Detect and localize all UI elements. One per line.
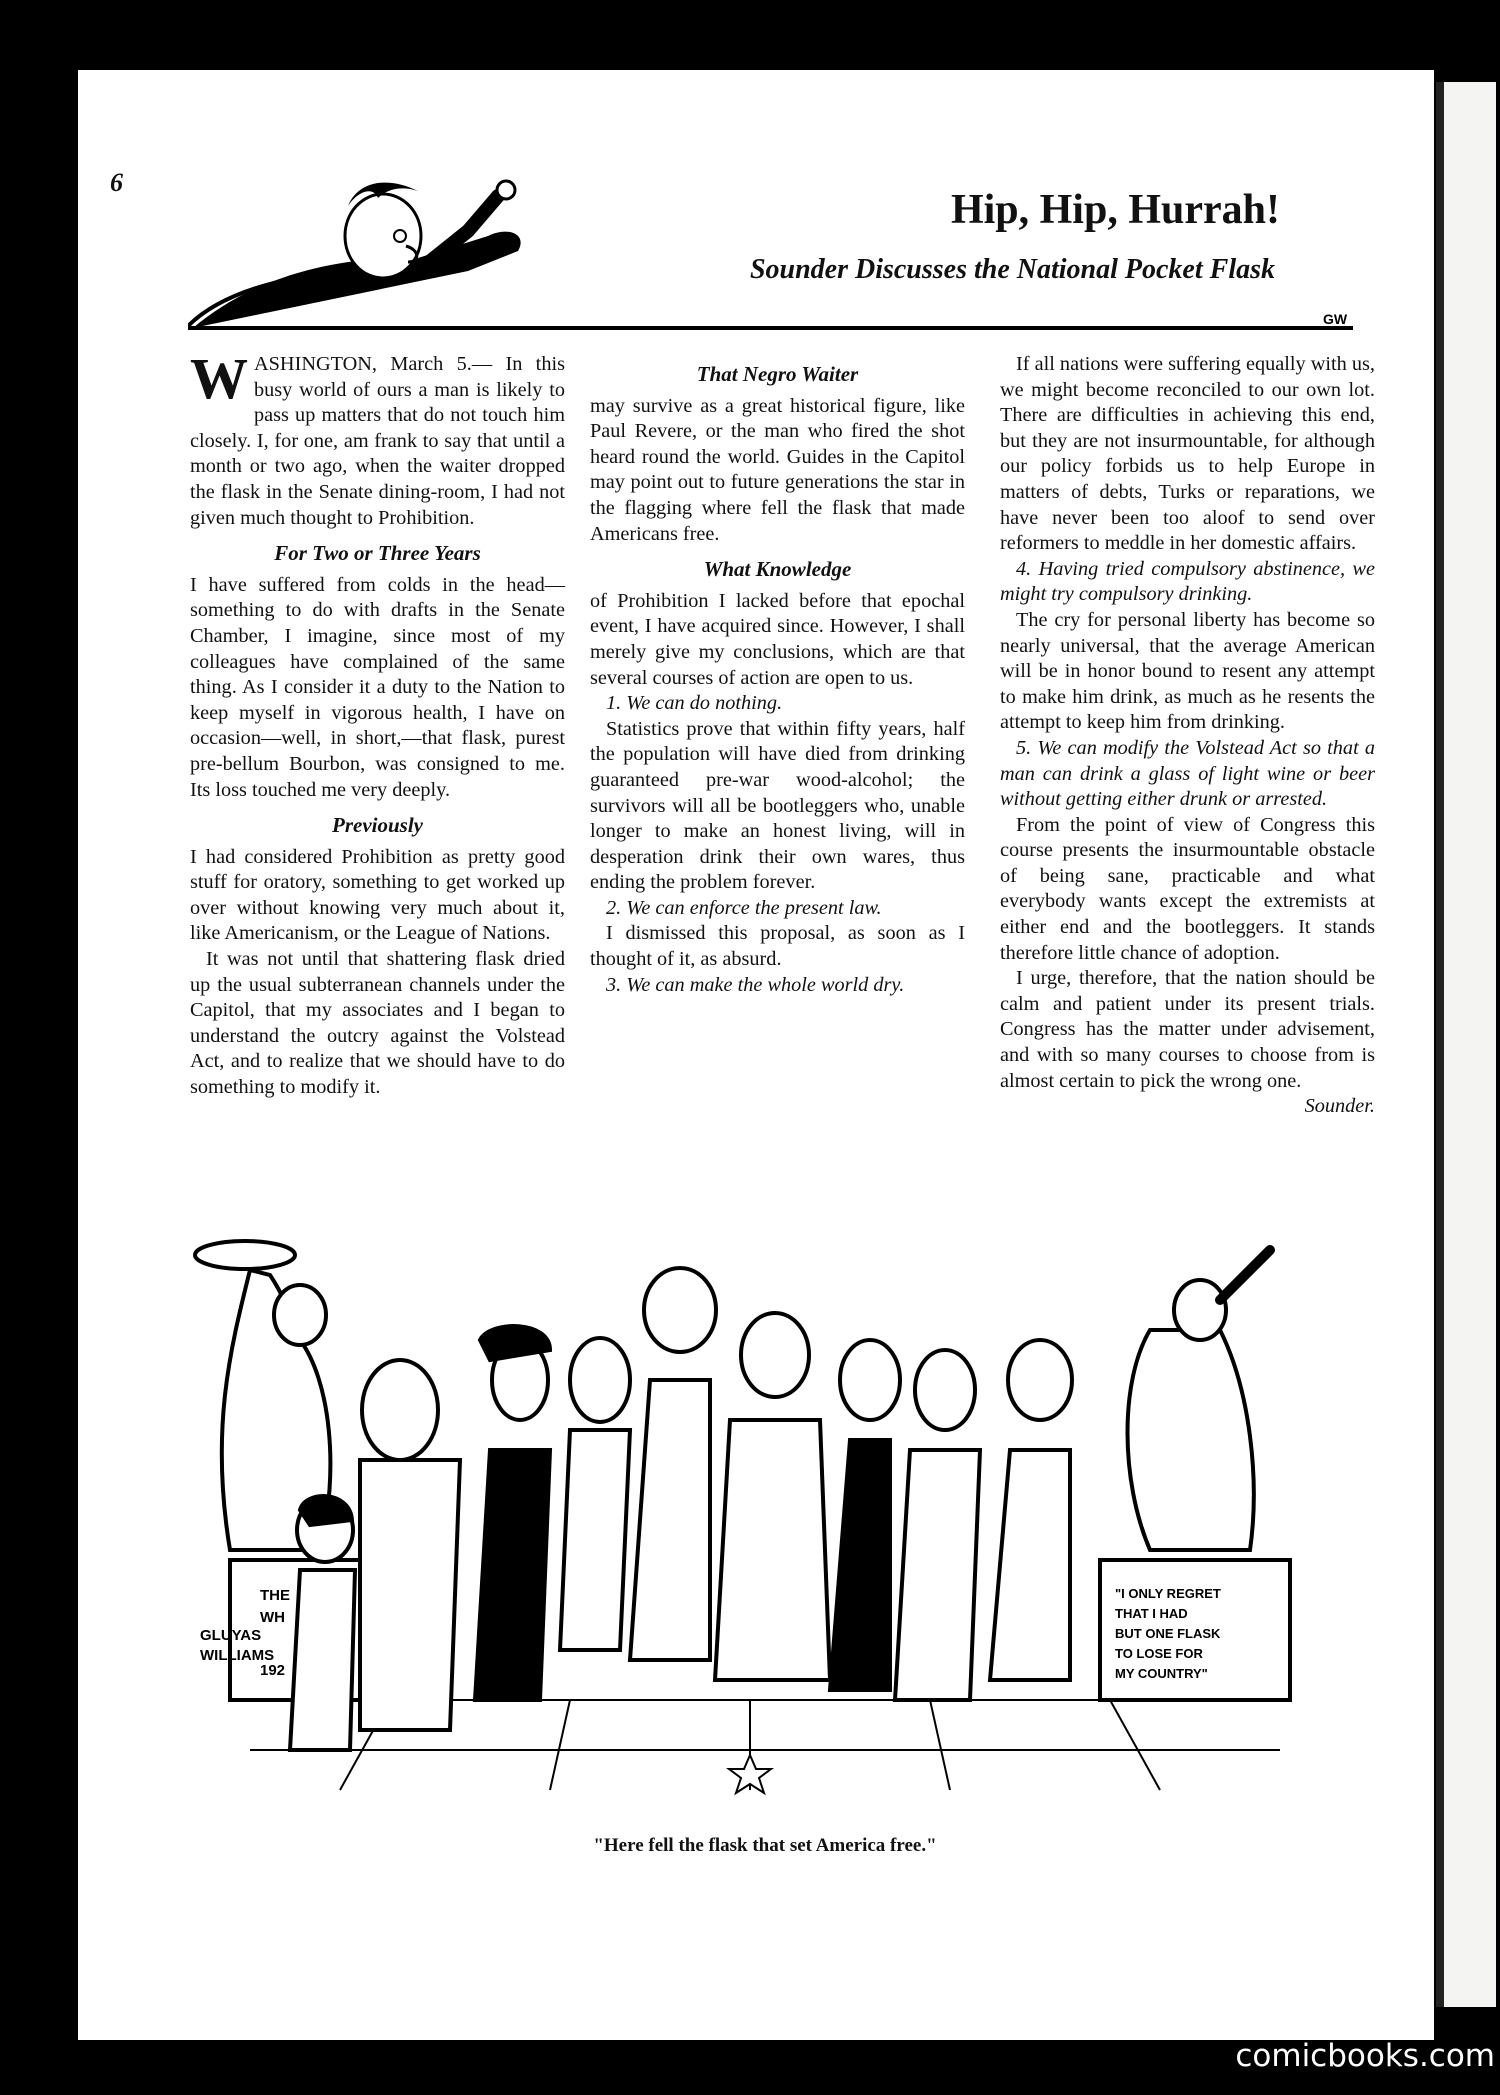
paragraph: I had considered Prohibition as pretty good stuff for oratory, something to get worked up over without knowing very much about it, like Americanism, or the League of Nations. bbox=[190, 845, 565, 945]
author-signature: Sounder. bbox=[1304, 1095, 1375, 1118]
paragraph: of Prohibition I lacked before that epochal event, I have acquired since. However, I shall merely give my conclusions, which are that several courses of action are open to us. bbox=[590, 589, 965, 689]
artist-signature-line: WILLIAMS bbox=[200, 1647, 275, 1664]
left-plaque-line: THE bbox=[260, 1587, 290, 1604]
list-item-3: 3. We can make the whole world dry. bbox=[606, 973, 905, 996]
article-column-1 bbox=[190, 346, 565, 1101]
drop-cap: W bbox=[190, 346, 248, 411]
paragraph: Statistics prove that within fifty years, half the population will have died from drinking guaranteed pre-war wood-alcohol; the survivors will all be bootleggers who, unable longer to make an honest living, will in desperation drink their own wares, thus ending the problem forever. bbox=[590, 717, 965, 894]
article-column-2 bbox=[590, 352, 965, 998]
subhead-previously: Previously bbox=[332, 813, 423, 838]
site-watermark: comicbooks.com bbox=[1235, 2038, 1495, 2074]
right-plaque-line: BUT ONE FLASK bbox=[1115, 1626, 1221, 1641]
paragraph: I dismissed this proposal, as soon as I thought of it, as absurd. bbox=[590, 922, 965, 971]
article-subtitle: Sounder Discusses the National Pocket Flask bbox=[749, 254, 1275, 285]
opening-paragraph: WASHINGTON, March 5.— In this busy world of ours a man is likely to pass up matters that do not touch him closely. I, for one, am frank to say that until a month or two ago, when the waiter dropped the flask in the Senate dining-room, I had not given much thought to Prohibition. bbox=[190, 346, 565, 529]
paragraph: It was not until that shattering flask dried up the usual subterranean channels under the Capitol, that my associates and I began to understand the outcry against the Volstead Act, and to realize that we should have to do something to modify it. bbox=[190, 948, 565, 1099]
paragraph: If all nations were suffering equally with us, we might become reconciled to our own lot. There are difficulties in achieving this end, but they are not insurmountable, for although our policy forbids us to help Europe in matters of debts, Turks or reparations, we have never been too aloof to send over reformers to meddle in her domestic affairs. bbox=[1000, 353, 1375, 555]
left-plaque-line: 192 bbox=[260, 1662, 286, 1679]
list-item-5: 5. We can modify the Volstead Act so that a man can drink a glass of light wine or beer without getting either drunk or arrested. bbox=[1000, 736, 1375, 811]
paragraph: The cry for personal liberty has become so nearly universal, that the average American will be in honor bound to resent any attempt to make him drink, as much as he resents the attempt to keep him from drinking. bbox=[1000, 608, 1375, 734]
right-plaque-line: THAT I HAD bbox=[1115, 1606, 1188, 1621]
subhead-two-or-three-years: For Two or Three Years bbox=[274, 541, 481, 566]
article-column-3 bbox=[1000, 352, 1375, 1120]
right-plaque-line: "I ONLY REGRET bbox=[1115, 1586, 1221, 1601]
artist-signature-line: GLUYAS bbox=[200, 1627, 262, 1644]
right-plaque-line: TO LOSE FOR bbox=[1115, 1646, 1203, 1661]
cartoon-illustration bbox=[190, 1230, 1340, 1800]
cartoon-caption: "Here fell the flask that set America free." bbox=[593, 1835, 937, 1856]
left-plaque-line: WH bbox=[260, 1609, 285, 1626]
list-item-4: 4. Having tried compulsory abstinence, we might try compulsory drinking. bbox=[1000, 557, 1375, 606]
list-item-1: 1. We can do nothing. bbox=[606, 692, 783, 715]
paragraph: may survive as a great historical figure, like Paul Revere, or the man who fired the shot heard round the world. Guides in the Capitol may point out to future generations the star in the flagging where fell the flask that made Americans free. bbox=[590, 394, 965, 545]
list-item-2: 2. We can enforce the present law. bbox=[606, 896, 882, 919]
article-title: Hip, Hip, Hurrah! bbox=[950, 187, 1280, 233]
subhead-what-knowledge: What Knowledge bbox=[703, 557, 852, 582]
right-plaque-line: MY COUNTRY" bbox=[1115, 1666, 1208, 1681]
paragraph: I have suffered from colds in the head—something to do with drafts in the Senate Chamber, I imagine, since most of my colleagues have complained of the same thing. As I consider it a duty to the Nation to keep myself in vigorous health, I have on occasion—well, in short,—that flask, purest pre-bellum Bourbon, was consigned to me. Its loss touched me very deeply. bbox=[190, 573, 565, 801]
paragraph: From the point of view of Congress this course presents the insurmountable obstacle of being sane, practicable and what everybody wants except the extremists at either end and the bootleggers. It stands therefore little chance of adoption. bbox=[1000, 813, 1375, 964]
subhead-negro-waiter: That Negro Waiter bbox=[696, 362, 859, 386]
paragraph: I urge, therefore, that the nation should be calm and patient under its present trials. Congress has the matter under advisement, and with so many courses to choose from is almost certain to pick the wrong one. bbox=[1000, 967, 1375, 1092]
page-number: 6 bbox=[110, 168, 123, 197]
facing-page-edge bbox=[1436, 82, 1496, 2007]
header-initials: GW bbox=[1323, 311, 1348, 327]
